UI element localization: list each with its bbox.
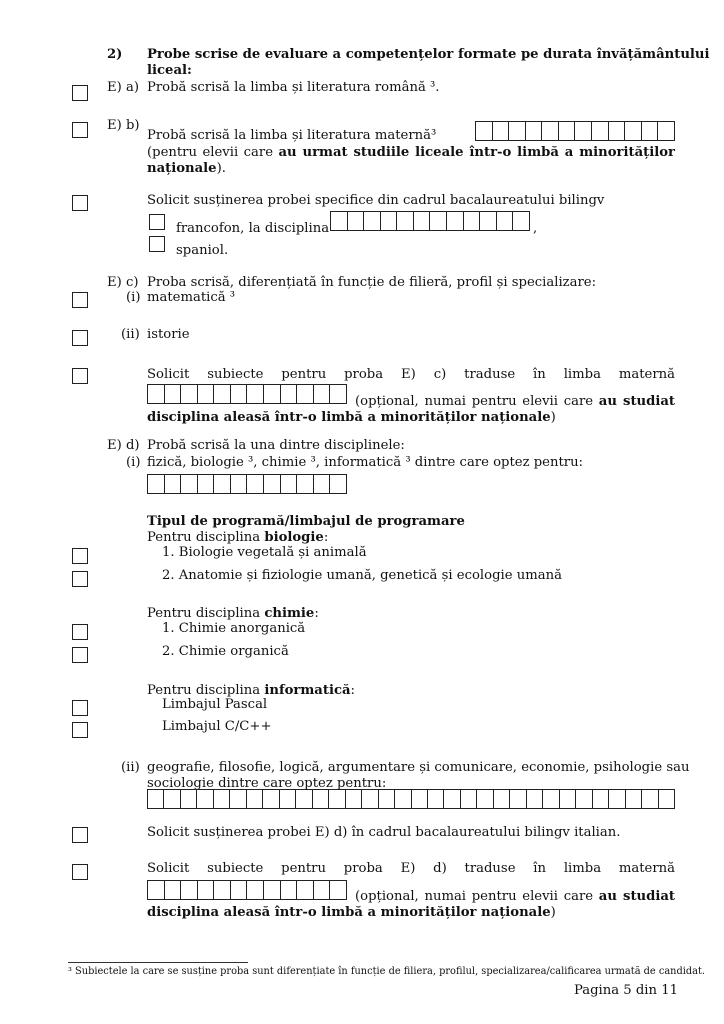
ed-chim-opt2: 2. Chimie organică — [162, 644, 289, 659]
ed-translate-line1: Solicit subiecte pentru proba E) d) traduse în limba maternă — [147, 861, 675, 876]
section-number: 2) — [107, 47, 123, 62]
ed-translate-line3: disciplina aleasă într-o limbă a minorităților naționale) — [147, 905, 556, 920]
ed-bio-opt1-checkbox[interactable] — [72, 548, 88, 564]
ec-i-checkbox[interactable] — [72, 292, 88, 308]
ed-bio-opt2: 2. Anatomie și fiziologie umană, genetică și ecologie umană — [162, 568, 562, 583]
footnote: ³ Subiectele la care se susține proba sunt diferențiate în funcție de filiera, profilul, specializarea/calificarea urmată de candidat. — [68, 966, 706, 977]
ed-i-label: (i) — [126, 455, 141, 470]
ed-ii-label: (ii) — [121, 760, 140, 775]
spaniol-checkbox[interactable] — [149, 236, 165, 252]
francofon-comma: , — [533, 221, 538, 236]
ed-chim-opt1: 1. Chimie anorganică — [162, 621, 306, 636]
ec-label: E) c) — [107, 275, 139, 290]
section-title-line1: Probe scrise de evaluare a competențelor formate pe durata învățământului — [147, 47, 710, 62]
ed-label: E) d) — [107, 438, 140, 453]
ec-i-text: matematică ³ — [147, 290, 236, 305]
ed-info-cpp: Limbajul C/C++ — [162, 719, 272, 734]
eb-label: E) b) — [107, 118, 140, 133]
ec-translate-line1: Solicit subiecte pentru proba E) c) traduse în limba maternă — [147, 367, 675, 382]
ed-ii-line1: geografie, filosofie, logică, argumentare și comunicare, economie, psihologie sau — [147, 760, 690, 775]
ed-language-input[interactable] — [147, 880, 347, 900]
ed-italian-checkbox[interactable] — [72, 827, 88, 843]
ed-translate-optional: (opțional, numai pentru elevii care au studiat — [355, 889, 675, 904]
ec-ii-label: (ii) — [121, 327, 140, 342]
eb-line2: (pentru elevii care au urmat studiile liceale într-o limbă a minorităților — [147, 145, 676, 160]
ed-bio-opt2-checkbox[interactable] — [72, 571, 88, 587]
ed-informatica-heading: Pentru disciplina informatică: — [147, 683, 355, 698]
eb-text: Probă scrisă la limba și literatura maternă³ — [147, 128, 437, 143]
ea-label: E) a) — [107, 80, 139, 95]
section-title-line2: liceal: — [147, 63, 192, 78]
ed-info-pascal: Limbajul Pascal — [162, 697, 268, 712]
ed-info-cpp-checkbox[interactable] — [72, 722, 88, 738]
ed-translate-checkbox[interactable] — [72, 864, 88, 880]
ec-translate-line3: disciplina aleasă într-o limbă a minorităților naționale) — [147, 410, 556, 425]
bilingv-checkbox[interactable] — [72, 195, 88, 211]
ed-ii-line2: sociologie dintre care optez pentru: — [147, 776, 387, 791]
ed-biologie-heading: Pentru disciplina biologie: — [147, 530, 329, 545]
ed-info-pascal-checkbox[interactable] — [72, 700, 88, 716]
ed-ii-discipline-input[interactable] — [147, 789, 675, 809]
ec-ii-checkbox[interactable] — [72, 330, 88, 346]
ed-chimie-heading: Pentru disciplina chimie: — [147, 606, 319, 621]
ea-checkbox[interactable] — [72, 85, 88, 101]
ed-chim-opt1-checkbox[interactable] — [72, 624, 88, 640]
eb-line3: naționale). — [147, 161, 226, 176]
francofon-checkbox[interactable] — [149, 214, 165, 230]
ec-translate-checkbox[interactable] — [72, 368, 88, 384]
footnote-separator — [68, 962, 248, 963]
francofon-label: francofon, la disciplina — [176, 221, 330, 236]
ec-ii-text: istorie — [147, 327, 190, 342]
ec-i-label: (i) — [126, 290, 141, 305]
spaniol-label: spaniol. — [176, 243, 229, 258]
ed-italian-text: Solicit susținerea probei E) d) în cadrul bacalaureatului bilingv italian. — [147, 825, 621, 840]
eb-checkbox[interactable] — [72, 122, 88, 138]
page-number: Pagina 5 din 11 — [573, 983, 678, 998]
bilingv-text: Solicit susținerea probei specifice din cadrul bacalaureatului bilingv — [147, 193, 605, 208]
ec-text: Proba scrisă, diferențiată în funcție de filieră, profil și specializare: — [147, 275, 597, 290]
ed-bio-opt1: 1. Biologie vegetală și animală — [162, 545, 367, 560]
ed-text: Probă scrisă la una dintre disciplinele: — [147, 438, 405, 453]
eb-language-input[interactable] — [475, 121, 675, 141]
ed-i-text: fizică, biologie ³, chimie ³, informatică ³ dintre care optez pentru: — [147, 455, 584, 470]
francofon-discipline-input[interactable] — [330, 211, 530, 231]
ea-text: Probă scrisă la limba și literatura română ³. — [147, 80, 440, 95]
ed-chim-opt2-checkbox[interactable] — [72, 647, 88, 663]
ec-translate-optional: (opțional, numai pentru elevii care au studiat — [355, 394, 675, 409]
ed-program-type-title: Tipul de programă/limbajul de programare — [147, 514, 465, 529]
ed-i-discipline-input[interactable] — [147, 474, 347, 494]
ec-language-input[interactable] — [147, 384, 347, 404]
